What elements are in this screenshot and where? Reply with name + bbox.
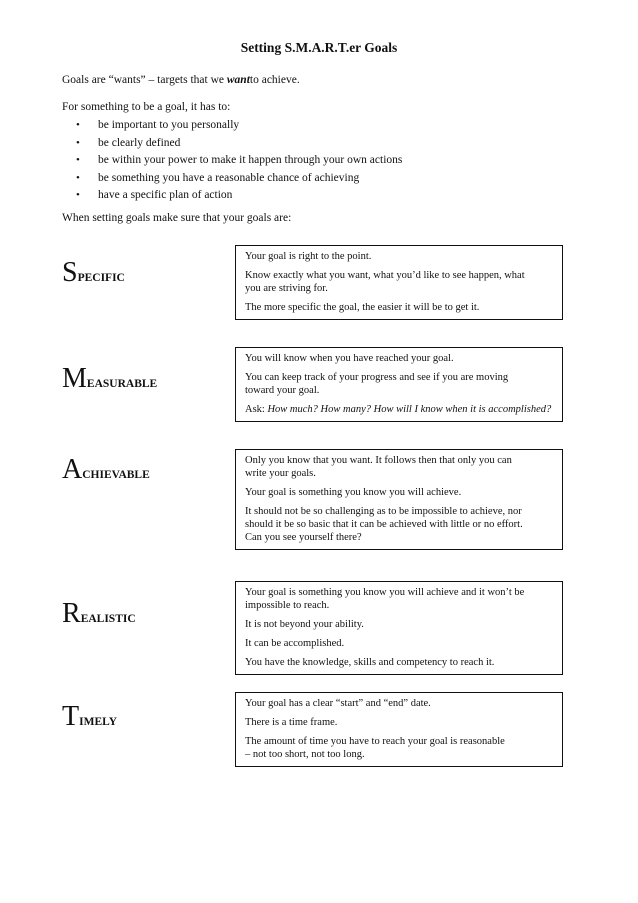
list-item	[76, 170, 402, 188]
box-line: impossible to reach.	[245, 600, 330, 611]
box-line: The amount of time you have to reach your goal is reasonable	[245, 736, 505, 747]
box-line: Your goal has a clear “start” and “end” date.	[245, 698, 431, 709]
box-paragraph	[245, 454, 562, 480]
box-paragraph	[245, 403, 562, 416]
box-line: You have the knowledge, skills and competency to reach it.	[245, 657, 495, 668]
box-line: Can you see yourself there?	[245, 532, 362, 543]
box-paragraph	[245, 352, 562, 365]
goal-rest: PECIFIC	[77, 272, 125, 284]
box-line: The more specific the goal, the easier it will be to get it.	[245, 302, 480, 313]
goal-initial: M	[62, 363, 87, 394]
box-line: – not too short, not too long.	[245, 749, 365, 760]
box-line: There is a time frame.	[245, 717, 338, 728]
box-paragraph	[245, 637, 562, 650]
box-paragraph	[245, 656, 562, 669]
bullet-icon: •	[76, 154, 80, 166]
box-line: Your goal is something you know you will achieve and it won’t be	[245, 587, 525, 598]
page-title: Setting S.M.A.R.T.er Goals	[240, 40, 398, 55]
box-paragraph	[245, 735, 562, 761]
box-paragraph	[245, 371, 562, 397]
goal-word-achievable	[62, 454, 150, 486]
box-line: toward your goal.	[245, 385, 320, 396]
bullet-icon: •	[76, 119, 80, 131]
box-paragraph	[245, 505, 562, 544]
goal-word-realistic	[62, 598, 136, 630]
box-paragraph	[245, 301, 562, 314]
list-item	[76, 152, 402, 170]
intro-prefix: Goals are “wants” – targets that we	[62, 74, 227, 86]
list-item-text: be something you have a reasonable chance of achieving	[98, 171, 360, 184]
goal-initial: A	[62, 454, 83, 485]
box-line: write your goals.	[245, 468, 316, 479]
intro-suffix: to achieve.	[249, 74, 300, 86]
box-paragraph	[245, 618, 562, 631]
goal-initial: R	[62, 598, 81, 629]
box-line: It is not beyond your ability.	[245, 619, 364, 630]
intro-emphasis: want	[226, 74, 250, 86]
box-line: Your goal is right to the point.	[245, 251, 372, 262]
goal-box-timely	[235, 692, 563, 767]
box-paragraph	[245, 716, 562, 729]
goal-initial: T	[62, 701, 80, 732]
goal-initial: S	[62, 257, 78, 288]
box-line: You can keep track of your progress and see if you are moving	[245, 372, 509, 383]
box-line: Know exactly what you want, what you’d like to see happen, what	[245, 270, 525, 281]
when-setting-line: When setting goals make sure that your goals are:	[62, 212, 292, 224]
list-item	[76, 187, 402, 205]
box-paragraph	[245, 697, 562, 710]
goal-box-specific	[235, 245, 563, 320]
box-paragraph	[245, 269, 562, 295]
box-paragraph	[245, 586, 562, 612]
box-line: should it be so basic that it can be achieved with little or no effort.	[245, 519, 523, 530]
box-line: Only you know that you want. It follows then that only you can	[245, 455, 512, 466]
box-line: Your goal is something you know you will achieve.	[245, 487, 462, 498]
bullet-icon: •	[76, 136, 80, 149]
bullet-icon: •	[76, 171, 80, 184]
box-paragraph	[245, 250, 562, 263]
ask-prefix: Ask:	[245, 404, 268, 415]
box-line: you are striving for.	[245, 283, 328, 294]
list-item	[76, 117, 402, 135]
criteria-list	[76, 117, 402, 205]
list-item	[76, 135, 402, 153]
bullet-icon: •	[76, 189, 80, 201]
box-line: It should not be so challenging as to be impossible to achieve, nor	[245, 506, 522, 517]
box-line: It can be accomplished.	[245, 638, 345, 649]
goal-box-realistic	[235, 581, 563, 675]
goal-word-specific	[62, 257, 125, 289]
list-item-text: have a specific plan of action	[98, 189, 233, 201]
box-paragraph	[245, 486, 562, 499]
list-item-text: be important to you personally	[98, 119, 240, 131]
criteria-intro: For something to be a goal, it has to:	[62, 101, 231, 113]
goal-word-timely	[62, 701, 117, 733]
goal-rest: IMELY	[79, 716, 118, 728]
goal-box-measurable	[235, 347, 563, 422]
goal-rest: EALISTIC	[80, 613, 136, 625]
goal-word-measurable	[62, 363, 157, 395]
intro-line	[62, 74, 300, 86]
list-item-text: be clearly defined	[98, 136, 181, 149]
box-line: You will know when you have reached your goal.	[245, 353, 454, 364]
goal-rest: CHIEVABLE	[82, 469, 150, 481]
ask-question: How much? How many? How will I know when it is accomplished?	[267, 404, 552, 415]
goal-rest: EASURABLE	[86, 378, 158, 390]
list-item-text: be within your power to make it happen through your own actions	[98, 154, 403, 166]
goal-box-achievable	[235, 449, 563, 550]
